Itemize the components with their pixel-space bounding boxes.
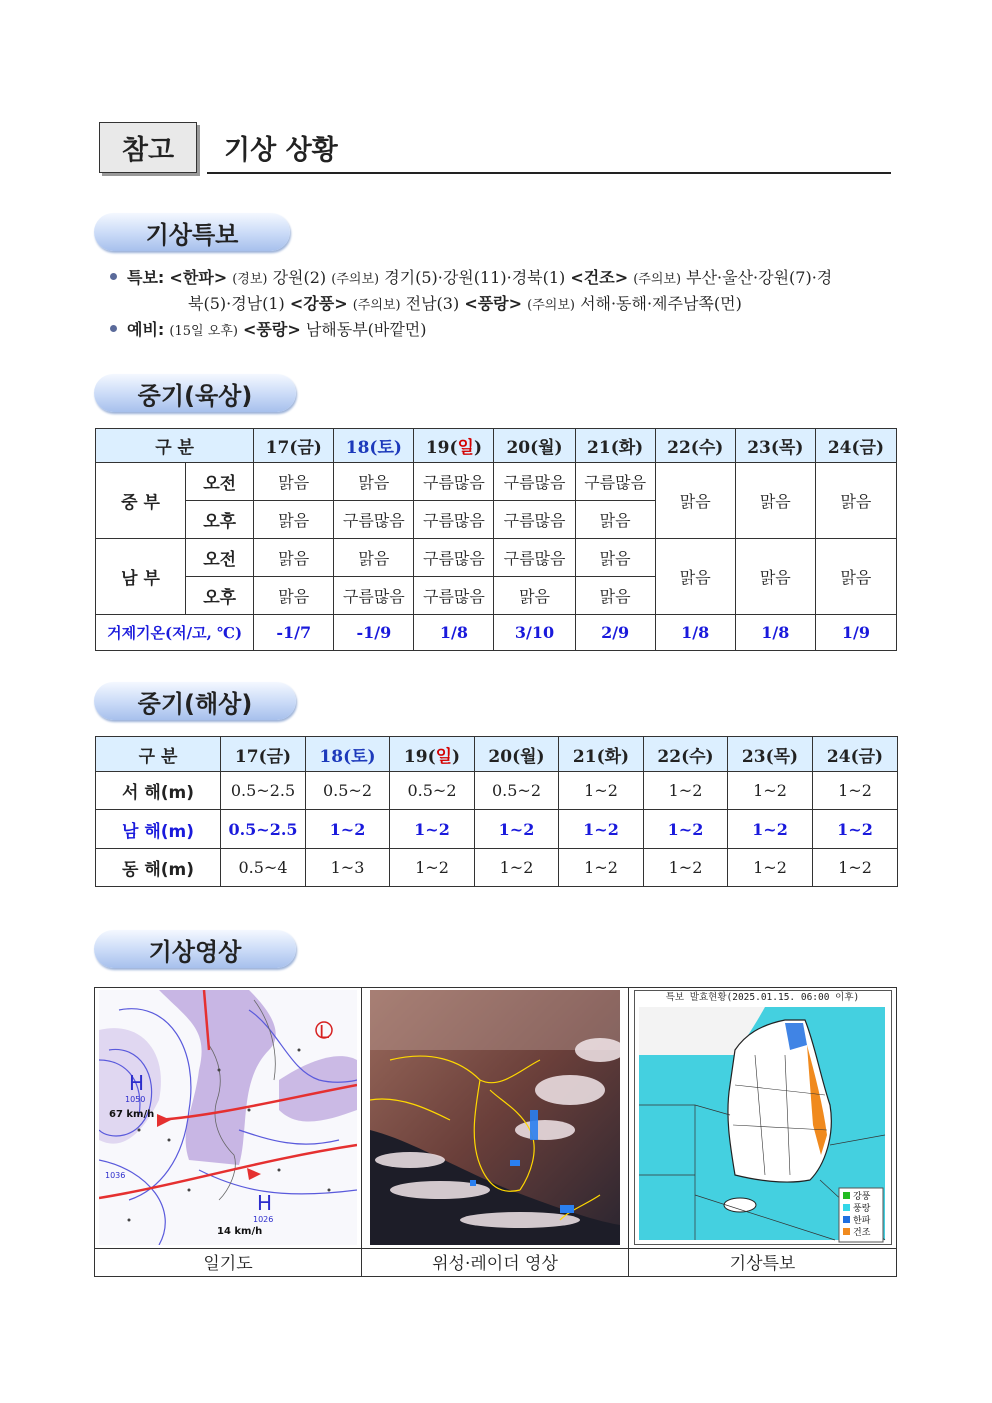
- sea-forecast-table: [95, 736, 898, 887]
- weather-images-table: [94, 987, 897, 1277]
- temp-cell: 1/8: [655, 615, 735, 651]
- caption-weather-chart: 일기도: [95, 1249, 362, 1277]
- wave-cell: 1~2: [728, 810, 813, 849]
- wave-cell: 1~2: [813, 772, 898, 810]
- section-title-images: 기상영상: [94, 930, 296, 968]
- temp-cell: 3/10: [494, 615, 575, 651]
- weather-chart-image: [99, 990, 357, 1245]
- weather-cell: 맑음: [735, 539, 815, 615]
- temp-cell: 1/8: [414, 615, 494, 651]
- high-pressure-value-2: 1026: [253, 1215, 274, 1224]
- high-pressure-label-2: H: [257, 1191, 273, 1215]
- sea-day-header: 21(화): [559, 737, 644, 772]
- weather-cell: 맑음: [575, 501, 655, 539]
- sea-day-header: 17(금): [221, 737, 306, 772]
- wave-cell: 0.5~4: [221, 849, 306, 887]
- legend-high-seas: 풍랑: [852, 1204, 870, 1214]
- weather-cell: 맑음: [254, 501, 334, 539]
- section-title-sea: 중기(해상): [94, 682, 296, 720]
- wave-cell: 1~2: [728, 772, 813, 810]
- sea-row-south: 남 해(m): [96, 810, 221, 849]
- land-day-header: 23(목): [735, 429, 815, 463]
- land-day-header: 17(금): [254, 429, 334, 463]
- wave-cell: 1~2: [475, 810, 559, 849]
- sea-day-header: 20(월): [475, 737, 559, 772]
- legend-gale: 강풍: [852, 1192, 870, 1202]
- warning-map-cell: [629, 988, 897, 1249]
- caption-satellite: 위성·레이더 영상: [362, 1249, 629, 1277]
- warning-region-map: [635, 1005, 891, 1244]
- weather-cell: 맑음: [254, 539, 334, 577]
- weather-cell: 구름많음: [494, 501, 575, 539]
- land-day-header: 22(수): [655, 429, 735, 463]
- land-header-label: 구 분: [96, 429, 254, 463]
- land-forecast-table: [95, 428, 897, 651]
- weather-cell: 구름많음: [334, 577, 414, 615]
- sea-day-header: 24(금): [813, 737, 898, 772]
- high-pressure-value-1: 1050: [125, 1095, 146, 1104]
- wind-label-1: 67 km/h: [109, 1109, 155, 1120]
- pm-label: 오후: [186, 577, 254, 615]
- geoje-temp-label: 거제기온(저/고, ℃): [96, 615, 254, 651]
- weather-cell: 맑음: [334, 539, 414, 577]
- sea-day-header: 18(토): [306, 737, 390, 772]
- reference-badge: 참고: [99, 122, 197, 173]
- weather-cell: 구름많음: [414, 463, 494, 501]
- weather-cell: 맑음: [815, 463, 896, 539]
- weather-chart-cell: [95, 988, 362, 1249]
- sea-day-header: 19(일): [390, 737, 475, 772]
- section-title-land: 중기(육상): [94, 374, 296, 412]
- satellite-radar-map: [370, 990, 620, 1245]
- section-title-warnings: 기상특보: [94, 213, 290, 251]
- wave-cell: 1~2: [559, 810, 644, 849]
- am-label: 오전: [186, 463, 254, 501]
- region-central: 중 부: [96, 463, 186, 539]
- wave-cell: 0.5~2.5: [221, 810, 306, 849]
- weather-cell: 구름많음: [494, 463, 575, 501]
- temp-cell: -1/9: [334, 615, 414, 651]
- temp-cell: 1/9: [815, 615, 896, 651]
- wind-label-2: 14 km/h: [217, 1226, 263, 1237]
- weather-cell: 구름많음: [334, 501, 414, 539]
- warning-legend: [839, 1188, 883, 1242]
- warning-map-title: 특보 발효현황(2025.01.15. 06:00 이후): [665, 992, 860, 1003]
- page-title: 기상 상황: [224, 135, 338, 166]
- surface-analysis-map: [99, 990, 357, 1245]
- bullet-icon: [110, 325, 117, 332]
- wave-cell: 1~2: [644, 849, 728, 887]
- wave-cell: 1~3: [306, 849, 390, 887]
- legend-cold-wave: 한파: [852, 1216, 870, 1226]
- sea-row-west: 서 해(m): [96, 772, 221, 810]
- isobar-value: 1036: [105, 1171, 126, 1180]
- weather-cell: 구름많음: [494, 539, 575, 577]
- warning-bullet-1-cont: 북(5)·경남(1) <강풍> (주의보) 전남(3) <풍랑> (주의보) 서해·동해·제주남쪽(먼): [188, 294, 742, 313]
- wave-cell: 1~2: [559, 849, 644, 887]
- warning-status-image: [634, 990, 892, 1245]
- sea-day-header: 23(목): [728, 737, 813, 772]
- high-pressure-label-1: H: [129, 1071, 145, 1095]
- wave-cell: 1~2: [644, 810, 728, 849]
- weather-cell: 맑음: [254, 463, 334, 501]
- bullet-icon: [110, 273, 117, 280]
- wave-cell: 0.5~2: [390, 772, 475, 810]
- pm-label: 오후: [186, 501, 254, 539]
- temp-cell: 2/9: [575, 615, 655, 651]
- caption-warning-map: 기상특보: [629, 1249, 897, 1277]
- sea-row-east: 동 해(m): [96, 849, 221, 887]
- wave-cell: 1~2: [728, 849, 813, 887]
- wave-cell: 1~2: [644, 772, 728, 810]
- land-day-header: 18(토): [334, 429, 414, 463]
- weather-cell: 구름많음: [575, 463, 655, 501]
- weather-cell: 맑음: [815, 539, 896, 615]
- weather-cell: 맑음: [575, 539, 655, 577]
- weather-cell: 맑음: [655, 463, 735, 539]
- satellite-cell: [362, 988, 629, 1249]
- temp-cell: -1/7: [254, 615, 334, 651]
- temp-cell: 1/8: [735, 615, 815, 651]
- land-day-header: 19(일): [414, 429, 494, 463]
- warning-bullet-2: 예비: (15일 오후) <풍랑> 남해동부(바깥먼): [110, 318, 900, 344]
- am-label: 오전: [186, 539, 254, 577]
- land-day-header: 21(화): [575, 429, 655, 463]
- wave-cell: 0.5~2: [306, 772, 390, 810]
- region-south: 남 부: [96, 539, 186, 615]
- satellite-radar-image: [370, 990, 620, 1245]
- land-day-header: 20(월): [494, 429, 575, 463]
- weather-cell: 맑음: [494, 577, 575, 615]
- wave-cell: 0.5~2: [475, 772, 559, 810]
- weather-cell: 구름많음: [414, 501, 494, 539]
- low-pressure-label: L: [319, 1022, 330, 1043]
- weather-cell: 맑음: [575, 577, 655, 615]
- weather-cell: 맑음: [334, 463, 414, 501]
- wave-cell: 1~2: [813, 810, 898, 849]
- weather-cell: 맑음: [655, 539, 735, 615]
- wave-cell: 1~2: [813, 849, 898, 887]
- weather-cell: 구름많음: [414, 539, 494, 577]
- wave-cell: 1~2: [306, 810, 390, 849]
- wave-cell: 1~2: [559, 772, 644, 810]
- warning-bullet-1: 특보: <한파> (경보) 강원(2) (주의보) 경기(5)·강원(11)·경북(1) <건조> (주의보) 부산·울산·강원(7)·경: [110, 266, 900, 292]
- legend-dry: 건조: [852, 1228, 870, 1238]
- land-day-header: 24(금): [815, 429, 896, 463]
- wave-cell: 0.5~2.5: [221, 772, 306, 810]
- wave-cell: 1~2: [390, 849, 475, 887]
- wave-cell: 1~2: [475, 849, 559, 887]
- sea-header-label: 구 분: [96, 737, 221, 772]
- weather-cell: 맑음: [254, 577, 334, 615]
- weather-cell: 구름많음: [414, 577, 494, 615]
- wave-cell: 1~2: [390, 810, 475, 849]
- sea-day-header: 22(수): [644, 737, 728, 772]
- title-underline: [207, 172, 891, 174]
- weather-cell: 맑음: [735, 463, 815, 539]
